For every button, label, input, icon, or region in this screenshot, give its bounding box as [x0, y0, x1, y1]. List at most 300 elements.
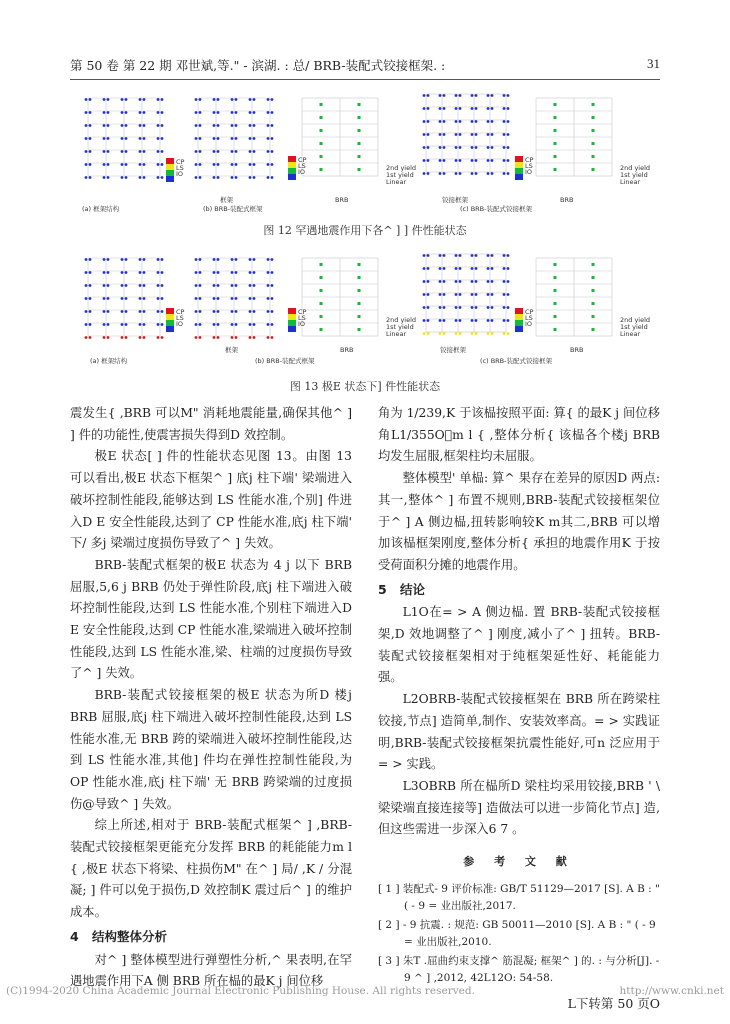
- fig12-label-frame: 框架: [220, 196, 233, 204]
- plastic-hinge-marker: [427, 133, 430, 136]
- plastic-hinge-marker: [443, 267, 446, 270]
- plastic-hinge-marker: [249, 163, 252, 166]
- plastic-hinge-marker: [161, 150, 164, 153]
- plastic-hinge-marker: [439, 319, 442, 322]
- brb-state-marker: [554, 315, 557, 318]
- plastic-hinge-marker: [455, 306, 458, 309]
- brb-state-marker: [358, 129, 361, 132]
- plastic-hinge-marker: [139, 111, 142, 114]
- plastic-hinge-marker: [143, 150, 146, 153]
- plastic-hinge-marker: [195, 150, 198, 153]
- plastic-hinge-marker: [271, 323, 274, 326]
- paragraph: 对^ ] 整体模型进行弹塑性分析,^ 果表明,在罕遇地震作用下A 侧 BRB 所在榀的最K j 间位移: [70, 952, 352, 989]
- brb-state-marker: [554, 289, 557, 292]
- plastic-hinge-marker: [139, 336, 142, 339]
- plastic-hinge-marker: [143, 297, 146, 300]
- plastic-hinge-marker: [253, 323, 256, 326]
- fig13-label-brb: BRB: [340, 346, 354, 354]
- plastic-hinge-marker: [107, 258, 110, 261]
- plastic-hinge-marker: [475, 280, 478, 283]
- plastic-hinge-marker: [231, 323, 234, 326]
- plastic-hinge-marker: [161, 284, 164, 287]
- plastic-hinge-marker: [139, 284, 142, 287]
- plastic-hinge-marker: [121, 98, 124, 101]
- plastic-hinge-marker: [487, 319, 490, 322]
- plastic-hinge-marker: [443, 146, 446, 149]
- plastic-hinge-marker: [231, 271, 234, 274]
- plastic-hinge-marker: [503, 306, 506, 309]
- plastic-hinge-marker: [471, 94, 474, 97]
- plastic-hinge-marker: [459, 306, 462, 309]
- plastic-hinge-marker: [253, 163, 256, 166]
- plastic-hinge-marker: [249, 258, 252, 261]
- plastic-hinge-marker: [139, 163, 142, 166]
- conclusion-2: L2OBRB-装配式铰接框架在 BRB 所在跨梁柱铰接,节点] 造简单,制作、安装效率高。= > 实践证明,BRB-装配式铰接框架抗震性能好,可n 泛应用于= > 实践。: [378, 692, 660, 772]
- plastic-hinge-marker: [507, 159, 510, 162]
- plastic-hinge-marker: [471, 120, 474, 123]
- plastic-hinge-marker: [213, 323, 216, 326]
- plastic-hinge-marker: [271, 297, 274, 300]
- plastic-hinge-marker: [503, 254, 506, 257]
- plastic-hinge-marker: [267, 124, 270, 127]
- plastic-hinge-marker: [459, 172, 462, 175]
- plastic-hinge-marker: [443, 107, 446, 110]
- plastic-hinge-marker: [231, 137, 234, 140]
- plastic-hinge-marker: [271, 150, 274, 153]
- plastic-hinge-marker: [199, 163, 202, 166]
- plastic-hinge-marker: [121, 271, 124, 274]
- fig12-label-hinged: 铰接框架: [442, 196, 468, 204]
- plastic-hinge-marker: [195, 137, 198, 140]
- reference-item: [ 1 ] 装配式- 9 评价标准: GB/T 51129—2017 [S]. A B : " ( - 9 = 业出版社,2017.: [378, 882, 660, 912]
- legend-label: LS: [176, 314, 184, 322]
- plastic-hinge-marker: [487, 159, 490, 162]
- paragraph: 震发生{ ,BRB 可以M" 消耗地震能量,确保其他^ ] ] 件的功能性,使震害损失得到D 效控制。: [70, 406, 352, 442]
- plastic-hinge-marker: [195, 163, 198, 166]
- brb-state-marker: [320, 142, 323, 145]
- plastic-hinge-marker: [199, 111, 202, 114]
- plastic-hinge-marker: [471, 332, 474, 335]
- plastic-hinge-marker: [125, 150, 128, 153]
- plastic-hinge-marker: [471, 267, 474, 270]
- plastic-hinge-marker: [217, 98, 220, 101]
- plastic-hinge-marker: [235, 111, 238, 114]
- plastic-hinge-marker: [107, 297, 110, 300]
- plastic-hinge-marker: [157, 150, 160, 153]
- plastic-hinge-marker: [503, 94, 506, 97]
- plastic-hinge-marker: [89, 310, 92, 313]
- plastic-hinge-marker: [487, 293, 490, 296]
- footer-url: http://www.cnki.net: [619, 985, 724, 997]
- plastic-hinge-marker: [475, 254, 478, 257]
- plastic-hinge-marker: [139, 310, 142, 313]
- plastic-hinge-marker: [475, 146, 478, 149]
- plastic-hinge-marker: [249, 323, 252, 326]
- plastic-hinge-marker: [253, 98, 256, 101]
- plastic-hinge-marker: [143, 336, 146, 339]
- legend-color-swatch: [515, 308, 523, 314]
- legend-color-swatch: [515, 156, 523, 162]
- legend-label: 1st yield: [386, 171, 414, 179]
- plastic-hinge-marker: [491, 133, 494, 136]
- plastic-hinge-marker: [487, 254, 490, 257]
- plastic-hinge-marker: [267, 111, 270, 114]
- legend-color-swatch: [166, 326, 174, 332]
- plastic-hinge-marker: [125, 111, 128, 114]
- plastic-hinge-marker: [85, 271, 88, 274]
- plastic-hinge-marker: [199, 297, 202, 300]
- plastic-hinge-marker: [139, 323, 142, 326]
- plastic-hinge-marker: [471, 293, 474, 296]
- plastic-hinge-marker: [157, 111, 160, 114]
- legend-label: Linear: [386, 330, 407, 338]
- plastic-hinge-marker: [443, 319, 446, 322]
- plastic-hinge-marker: [199, 150, 202, 153]
- plastic-hinge-marker: [213, 310, 216, 313]
- plastic-hinge-marker: [161, 323, 164, 326]
- plastic-hinge-marker: [161, 137, 164, 140]
- plastic-hinge-marker: [125, 98, 128, 101]
- plastic-hinge-marker: [443, 280, 446, 283]
- brb-state-marker: [320, 168, 323, 171]
- legend-label: Linear: [620, 178, 641, 186]
- plastic-hinge-marker: [455, 319, 458, 322]
- plastic-hinge-marker: [121, 323, 124, 326]
- plastic-hinge-marker: [459, 133, 462, 136]
- plastic-hinge-marker: [143, 176, 146, 179]
- plastic-hinge-marker: [199, 124, 202, 127]
- plastic-hinge-marker: [427, 319, 430, 322]
- plastic-hinge-marker: [475, 319, 478, 322]
- plastic-hinge-marker: [427, 120, 430, 123]
- plastic-hinge-marker: [195, 323, 198, 326]
- section-5-heading: [378, 579, 660, 601]
- plastic-hinge-marker: [143, 284, 146, 287]
- plastic-hinge-marker: [249, 176, 252, 179]
- plastic-hinge-marker: [121, 310, 124, 313]
- legend-label: IO: [176, 320, 184, 328]
- legend-label: CP: [525, 156, 534, 164]
- brb-state-marker: [358, 302, 361, 305]
- plastic-hinge-marker: [125, 163, 128, 166]
- continued-note: L下转第 50 页O: [567, 995, 660, 1011]
- plastic-hinge-marker: [143, 163, 146, 166]
- plastic-hinge-marker: [125, 310, 128, 313]
- brb-state-marker: [320, 116, 323, 119]
- plastic-hinge-marker: [471, 172, 474, 175]
- plastic-hinge-marker: [249, 297, 252, 300]
- plastic-hinge-marker: [107, 284, 110, 287]
- brb-state-marker: [320, 155, 323, 158]
- section-title: 结论: [400, 581, 426, 597]
- plastic-hinge-marker: [157, 124, 160, 127]
- plastic-hinge-marker: [107, 137, 110, 140]
- plastic-hinge-marker: [125, 297, 128, 300]
- plastic-hinge-marker: [459, 319, 462, 322]
- plastic-hinge-marker: [491, 332, 494, 335]
- legend-color-swatch: [288, 168, 296, 174]
- legend-label: CP: [525, 308, 534, 316]
- plastic-hinge-marker: [85, 163, 88, 166]
- plastic-hinge-marker: [125, 336, 128, 339]
- plastic-hinge-marker: [235, 271, 238, 274]
- plastic-hinge-marker: [459, 254, 462, 257]
- fig12-label-brb-2: BRB: [560, 196, 574, 204]
- plastic-hinge-marker: [253, 124, 256, 127]
- plastic-hinge-marker: [103, 323, 106, 326]
- fig13-sub-a: (a) 框架结构: [90, 357, 128, 365]
- plastic-hinge-marker: [107, 323, 110, 326]
- plastic-hinge-marker: [103, 258, 106, 261]
- plastic-hinge-marker: [85, 137, 88, 140]
- plastic-hinge-marker: [455, 332, 458, 335]
- plastic-hinge-marker: [271, 271, 274, 274]
- figure-13: [70, 250, 660, 368]
- plastic-hinge-marker: [121, 163, 124, 166]
- plastic-hinge-marker: [103, 176, 106, 179]
- header-journal-info: 第 50 卷 第 22 期 邓世斌,等." - 滨湖. : 总/ BRB-装配式铰接框架. :: [70, 58, 446, 73]
- plastic-hinge-marker: [459, 120, 462, 123]
- section-4-heading: [70, 926, 352, 948]
- brb-state-marker: [592, 129, 595, 132]
- plastic-hinge-marker: [503, 319, 506, 322]
- legend-label: IO: [176, 170, 184, 178]
- plastic-hinge-marker: [487, 267, 490, 270]
- legend-color-swatch: [288, 320, 296, 326]
- plastic-hinge-marker: [157, 323, 160, 326]
- plastic-hinge-marker: [491, 172, 494, 175]
- plastic-hinge-marker: [471, 133, 474, 136]
- plastic-hinge-marker: [213, 284, 216, 287]
- plastic-hinge-marker: [217, 150, 220, 153]
- legend-color-swatch: [166, 176, 174, 182]
- plastic-hinge-marker: [85, 336, 88, 339]
- brb-state-marker: [592, 328, 595, 331]
- plastic-hinge-marker: [85, 150, 88, 153]
- fig13-label-brb-2: BRB: [570, 346, 584, 354]
- figure-12-plots: [70, 90, 660, 215]
- section-number: 4: [70, 928, 79, 944]
- plastic-hinge-marker: [89, 150, 92, 153]
- plastic-hinge-marker: [89, 297, 92, 300]
- plastic-hinge-marker: [439, 120, 442, 123]
- plastic-hinge-marker: [199, 98, 202, 101]
- plastic-hinge-marker: [89, 271, 92, 274]
- plastic-hinge-marker: [487, 172, 490, 175]
- legend-color-swatch: [288, 314, 296, 320]
- plastic-hinge-marker: [427, 146, 430, 149]
- plastic-hinge-marker: [443, 159, 446, 162]
- plastic-hinge-marker: [107, 124, 110, 127]
- plastic-hinge-marker: [217, 297, 220, 300]
- plastic-hinge-marker: [235, 176, 238, 179]
- plastic-hinge-marker: [475, 293, 478, 296]
- plastic-hinge-marker: [103, 150, 106, 153]
- plastic-hinge-marker: [507, 146, 510, 149]
- plastic-hinge-marker: [459, 293, 462, 296]
- plastic-hinge-marker: [271, 176, 274, 179]
- plastic-hinge-marker: [157, 258, 160, 261]
- brb-state-marker: [592, 116, 595, 119]
- plastic-hinge-marker: [143, 310, 146, 313]
- plastic-hinge-marker: [439, 133, 442, 136]
- plastic-hinge-marker: [471, 159, 474, 162]
- plastic-hinge-marker: [213, 297, 216, 300]
- plastic-hinge-marker: [475, 172, 478, 175]
- plastic-hinge-marker: [103, 111, 106, 114]
- plastic-hinge-marker: [475, 133, 478, 136]
- plastic-hinge-marker: [423, 107, 426, 110]
- fig13-panel-b-frame: [195, 258, 274, 339]
- plastic-hinge-marker: [231, 111, 234, 114]
- brb-state-marker: [592, 315, 595, 318]
- plastic-hinge-marker: [491, 159, 494, 162]
- plastic-hinge-marker: [89, 98, 92, 101]
- legend-label: IO: [298, 168, 306, 176]
- plastic-hinge-marker: [267, 336, 270, 339]
- plastic-hinge-marker: [443, 172, 446, 175]
- brb-state-marker: [554, 302, 557, 305]
- plastic-hinge-marker: [125, 284, 128, 287]
- plastic-hinge-marker: [107, 150, 110, 153]
- plastic-hinge-marker: [427, 267, 430, 270]
- plastic-hinge-marker: [103, 163, 106, 166]
- plastic-hinge-marker: [249, 336, 252, 339]
- reference-item: [ 2 ] - 9 抗震. : 规范: GB 50011—2010 [S]. A B : " ( - 9 = 业出版社,2010.: [378, 918, 656, 948]
- plastic-hinge-marker: [423, 159, 426, 162]
- brb-state-marker: [554, 103, 557, 106]
- plastic-hinge-marker: [107, 271, 110, 274]
- legend-label: CP: [298, 308, 307, 316]
- plastic-hinge-marker: [85, 284, 88, 287]
- figure-12: [70, 90, 660, 215]
- plastic-hinge-marker: [443, 133, 446, 136]
- brb-state-marker: [358, 155, 361, 158]
- plastic-hinge-marker: [195, 176, 198, 179]
- plastic-hinge-marker: [217, 310, 220, 313]
- brb-state-marker: [358, 276, 361, 279]
- plastic-hinge-marker: [217, 163, 220, 166]
- plastic-hinge-marker: [235, 98, 238, 101]
- plastic-hinge-marker: [231, 98, 234, 101]
- plastic-hinge-marker: [423, 146, 426, 149]
- plastic-hinge-marker: [213, 98, 216, 101]
- paragraph: 整体模型' 单榀: 算^ 果存在差异的原因D 两点:其一,整体^ ] 布置不规则,BRB-装配式铰接框架位于^ ] A 侧边榀,扭转影响较K m其二,BRB 可以增加该榀框架刚度,整体分析{ 承担的地震作用K 于按受荷面积分摊的地震作用。: [378, 471, 660, 572]
- legend-label: LS: [525, 162, 533, 170]
- plastic-hinge-marker: [85, 111, 88, 114]
- plastic-hinge-marker: [253, 111, 256, 114]
- plastic-hinge-marker: [455, 280, 458, 283]
- plastic-hinge-marker: [213, 271, 216, 274]
- brb-state-marker: [592, 276, 595, 279]
- conclusion-1: L1O在= > A 侧边榀. 置 BRB-装配式铰接框架,D 效地调整了^ ] 刚度,减小了^ ] 扭转。BRB-装配式铰接框架相对于纯框架延性好、耗能能力强。: [378, 605, 660, 685]
- plastic-hinge-marker: [491, 94, 494, 97]
- paragraph: 综上所述,相对于 BRB-装配式框架^ ] ,BRB-装配式铰接框架更能充分发挥 BRB 的耗能能力m l { ,极E 状态下将梁、柱损伤M" 在^ ] 局/ ,K / 分混凝; ] 件可以免于损伤,D 效控制K 震过后^ ] 的维护成本。: [70, 818, 352, 920]
- plastic-hinge-marker: [439, 306, 442, 309]
- plastic-hinge-marker: [217, 137, 220, 140]
- legend-label: Linear: [386, 178, 407, 186]
- legend-label: LS: [176, 164, 184, 172]
- section-number: 5: [378, 581, 387, 597]
- plastic-hinge-marker: [143, 137, 146, 140]
- plastic-hinge-marker: [487, 120, 490, 123]
- plastic-hinge-marker: [471, 306, 474, 309]
- plastic-hinge-marker: [143, 271, 146, 274]
- plastic-hinge-marker: [89, 176, 92, 179]
- plastic-hinge-marker: [507, 332, 510, 335]
- plastic-hinge-marker: [249, 150, 252, 153]
- brb-state-marker: [592, 103, 595, 106]
- plastic-hinge-marker: [235, 284, 238, 287]
- plastic-hinge-marker: [427, 94, 430, 97]
- plastic-hinge-marker: [107, 336, 110, 339]
- plastic-hinge-marker: [253, 297, 256, 300]
- plastic-hinge-marker: [475, 159, 478, 162]
- plastic-hinge-marker: [161, 111, 164, 114]
- legend-color-swatch: [288, 162, 296, 168]
- plastic-hinge-marker: [89, 336, 92, 339]
- plastic-hinge-marker: [231, 124, 234, 127]
- plastic-hinge-marker: [157, 98, 160, 101]
- plastic-hinge-marker: [267, 310, 270, 313]
- plastic-hinge-marker: [271, 111, 274, 114]
- plastic-hinge-marker: [443, 332, 446, 335]
- plastic-hinge-marker: [455, 94, 458, 97]
- plastic-hinge-marker: [157, 163, 160, 166]
- plastic-hinge-marker: [139, 176, 142, 179]
- plastic-hinge-marker: [235, 137, 238, 140]
- plastic-hinge-marker: [507, 280, 510, 283]
- plastic-hinge-marker: [439, 159, 442, 162]
- plastic-hinge-marker: [85, 310, 88, 313]
- brb-state-marker: [320, 129, 323, 132]
- plastic-hinge-marker: [253, 176, 256, 179]
- fig12-panel-c-brb: [536, 98, 612, 176]
- plastic-hinge-marker: [231, 336, 234, 339]
- plastic-hinge-marker: [475, 267, 478, 270]
- left-column: [70, 403, 352, 993]
- references-heading: 参 考 文 献: [463, 855, 575, 869]
- brb-state-marker: [554, 129, 557, 132]
- brb-state-marker: [554, 142, 557, 145]
- plastic-hinge-marker: [161, 258, 164, 261]
- plastic-hinge-marker: [491, 146, 494, 149]
- plastic-hinge-marker: [125, 124, 128, 127]
- plastic-hinge-marker: [235, 297, 238, 300]
- plastic-hinge-marker: [199, 258, 202, 261]
- plastic-hinge-marker: [143, 111, 146, 114]
- plastic-hinge-marker: [253, 271, 256, 274]
- plastic-hinge-marker: [103, 310, 106, 313]
- legend-label: 1st yield: [620, 171, 648, 179]
- plastic-hinge-marker: [231, 284, 234, 287]
- plastic-hinge-marker: [161, 163, 164, 166]
- plastic-hinge-marker: [199, 271, 202, 274]
- plastic-hinge-marker: [157, 137, 160, 140]
- legend-color-swatch: [166, 308, 174, 314]
- plastic-hinge-marker: [423, 280, 426, 283]
- plastic-hinge-marker: [161, 297, 164, 300]
- legend-label: 1st yield: [386, 323, 414, 331]
- plastic-hinge-marker: [507, 120, 510, 123]
- plastic-hinge-marker: [195, 310, 198, 313]
- plastic-hinge-marker: [503, 280, 506, 283]
- figure-13-caption: 图 13 极E 状态下] 件性能状态: [289, 380, 441, 393]
- plastic-hinge-marker: [443, 306, 446, 309]
- brb-state-marker: [320, 103, 323, 106]
- plastic-hinge-marker: [423, 319, 426, 322]
- plastic-hinge-marker: [459, 107, 462, 110]
